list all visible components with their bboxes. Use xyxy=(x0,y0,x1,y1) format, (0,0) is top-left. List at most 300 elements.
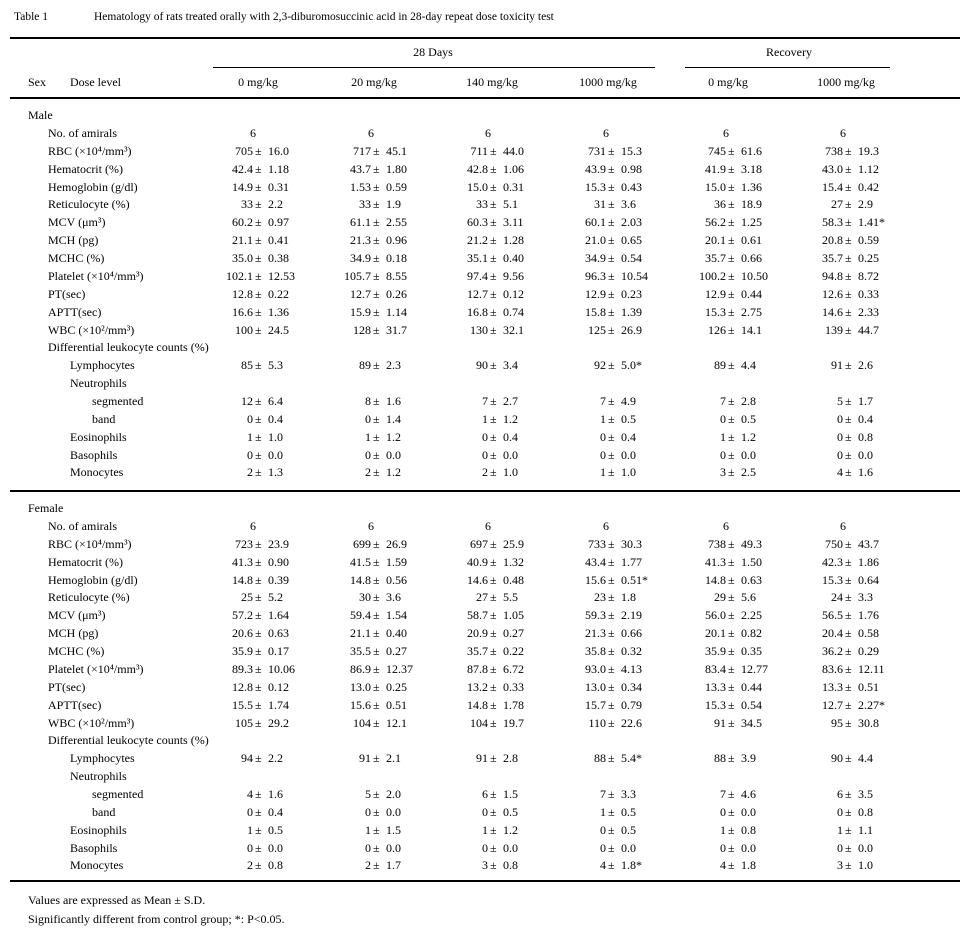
sd-value: 5.6 xyxy=(741,590,756,605)
table-cell xyxy=(318,805,438,823)
sd-value: 0.5 xyxy=(621,822,636,837)
sd-value: 3.18 xyxy=(741,161,762,176)
table-cell xyxy=(673,662,793,680)
mean-value: 12.7 xyxy=(467,286,488,301)
sd-value: 0.34 xyxy=(621,679,642,694)
table-row xyxy=(0,430,960,448)
table-cell xyxy=(790,698,910,716)
sd-value: 0.27 xyxy=(503,626,524,641)
plus-minus-sign: ± xyxy=(490,661,497,676)
sd-value: 0.63 xyxy=(268,626,289,641)
mean-value: 35.7 xyxy=(705,251,726,265)
mean-value: 57.2 xyxy=(232,608,253,623)
plus-minus-sign: ± xyxy=(608,393,615,408)
mean-value: 91 xyxy=(714,715,726,730)
plus-minus-sign: ± xyxy=(845,644,852,658)
table-cell xyxy=(790,787,910,805)
mean-value: 1 xyxy=(482,411,488,426)
sd-value: 5.2 xyxy=(268,590,283,605)
mean-value: 104 xyxy=(353,715,371,730)
mean-value: 7 xyxy=(600,786,606,801)
plus-minus-sign: ± xyxy=(373,554,380,569)
mean-value: 91 xyxy=(359,751,371,766)
table-cell xyxy=(790,644,910,662)
sd-value: 2.2 xyxy=(268,751,283,766)
sd-value: 12.37 xyxy=(386,661,413,676)
sd-value: 0.4 xyxy=(621,429,636,444)
sd-value: 12.11 xyxy=(858,661,885,676)
table-cell xyxy=(790,537,910,555)
plus-minus-sign: ± xyxy=(255,429,262,444)
table-cell xyxy=(200,144,320,162)
plus-minus-sign: ± xyxy=(373,804,380,819)
table-cell xyxy=(318,662,438,680)
plus-minus-sign: ± xyxy=(845,661,852,676)
mean-value: 1 xyxy=(365,429,371,444)
mean-value: 42.4 xyxy=(232,161,253,176)
plus-minus-sign: ± xyxy=(845,626,852,641)
table-cell xyxy=(435,180,555,198)
sd-value: 0.18 xyxy=(386,251,407,265)
plus-minus-sign: ± xyxy=(255,822,262,837)
mean-value: 21.1 xyxy=(232,233,253,248)
row-label: segmented xyxy=(92,393,144,408)
plus-minus-sign: ± xyxy=(728,322,735,337)
table-cell xyxy=(673,358,793,376)
sd-value: 1.41* xyxy=(858,215,885,230)
table-cell xyxy=(318,626,438,644)
table-row xyxy=(0,537,960,555)
plus-minus-sign: ± xyxy=(255,393,262,408)
mean-value: 0 xyxy=(600,840,606,855)
plus-minus-sign: ± xyxy=(255,536,262,551)
table-cell xyxy=(435,126,555,144)
sd-value: 0.8 xyxy=(268,858,283,873)
sd-value: 0.23 xyxy=(621,286,642,301)
table-cell xyxy=(790,590,910,608)
mean-value: 0 xyxy=(482,447,488,462)
plus-minus-sign: ± xyxy=(373,447,380,462)
table-row xyxy=(0,376,960,394)
table-cell xyxy=(200,555,320,573)
plus-minus-sign: ± xyxy=(490,251,497,265)
table-cell xyxy=(318,251,438,269)
sd-value: 0.31 xyxy=(268,179,289,194)
plus-minus-sign: ± xyxy=(728,840,735,855)
table-cell xyxy=(200,698,320,716)
plus-minus-sign: ± xyxy=(728,215,735,230)
plus-minus-sign: ± xyxy=(255,215,262,230)
mean-value: 12.6 xyxy=(822,286,843,301)
mean-value: 42.8 xyxy=(467,161,488,176)
table-cell xyxy=(318,394,438,412)
mean-value: 13.3 xyxy=(822,679,843,694)
table-cell xyxy=(200,573,320,591)
plus-minus-sign: ± xyxy=(845,447,852,462)
table-cell xyxy=(790,305,910,323)
table-row xyxy=(0,787,960,805)
mean-value: 2 xyxy=(482,465,488,480)
plus-minus-sign: ± xyxy=(373,858,380,873)
mean-value: 97.4 xyxy=(467,268,488,283)
mean-value: 5 xyxy=(365,786,371,801)
row-label: Differential leukocyte counts (%) xyxy=(48,733,209,748)
table-cell xyxy=(200,448,320,466)
mean-value: 738 xyxy=(825,143,843,158)
mean-value: 34.9 xyxy=(350,251,371,265)
plus-minus-sign: ± xyxy=(845,304,852,319)
sd-value: 0.27 xyxy=(386,644,407,658)
table-cell xyxy=(790,126,910,144)
table-row xyxy=(0,465,960,483)
mean-value: 35.8 xyxy=(585,644,606,658)
table-row xyxy=(0,608,960,626)
plus-minus-sign: ± xyxy=(255,858,262,873)
table-cell xyxy=(790,144,910,162)
mean-value: 20.9 xyxy=(467,626,488,641)
table-row xyxy=(0,269,960,287)
mean-value: 35.9 xyxy=(705,644,726,658)
sd-value: 0.79 xyxy=(621,697,642,712)
sd-value: 1.0 xyxy=(503,465,518,480)
plus-minus-sign: ± xyxy=(490,429,497,444)
table-row xyxy=(0,626,960,644)
sd-value: 1.64 xyxy=(268,608,289,623)
table-cell xyxy=(318,162,438,180)
sd-value: 2.27* xyxy=(858,697,885,712)
table-row xyxy=(0,573,960,591)
mean-value: 20.4 xyxy=(822,626,843,641)
sd-value: 1.54 xyxy=(386,608,407,623)
mean-value: 91 xyxy=(831,358,843,373)
plus-minus-sign: ± xyxy=(728,554,735,569)
mean-value: 697 xyxy=(470,536,488,551)
plus-minus-sign: ± xyxy=(608,179,615,194)
plus-minus-sign: ± xyxy=(728,304,735,319)
sd-value: 2.3 xyxy=(386,358,401,373)
table-row xyxy=(0,358,960,376)
sd-value: 0.25 xyxy=(386,679,407,694)
table-cell xyxy=(435,162,555,180)
mean-value: 58.7 xyxy=(467,608,488,623)
mean-value: 43.7 xyxy=(350,161,371,176)
animal-count: 6 xyxy=(723,519,729,533)
sd-value: 1.06 xyxy=(503,161,524,176)
sd-value: 1.78 xyxy=(503,697,524,712)
table-cell xyxy=(318,698,438,716)
sd-value: 0.40 xyxy=(503,251,524,265)
table-cell xyxy=(673,680,793,698)
sd-value: 0.4 xyxy=(268,411,283,426)
table-cell xyxy=(200,823,320,841)
table-cell xyxy=(553,858,673,876)
table-cell xyxy=(553,537,673,555)
mean-value: 1 xyxy=(247,429,253,444)
mean-value: 738 xyxy=(708,536,726,551)
row-label: MCV (μm³) xyxy=(48,215,106,230)
mean-value: 0 xyxy=(365,840,371,855)
plus-minus-sign: ± xyxy=(373,715,380,730)
mean-value: 12.9 xyxy=(585,286,606,301)
plus-minus-sign: ± xyxy=(845,268,852,283)
table-row xyxy=(0,305,960,323)
mean-value: 35.1 xyxy=(467,251,488,265)
plus-minus-sign: ± xyxy=(728,358,735,373)
table-cell xyxy=(673,251,793,269)
plus-minus-sign: ± xyxy=(728,197,735,212)
sd-value: 0.0 xyxy=(858,840,873,855)
mean-value: 2 xyxy=(365,465,371,480)
sd-value: 0.4 xyxy=(268,804,283,819)
sd-value: 44.7 xyxy=(858,322,879,337)
table-cell xyxy=(790,751,910,769)
plus-minus-sign: ± xyxy=(728,447,735,462)
table-cell xyxy=(553,644,673,662)
sd-value: 8.55 xyxy=(386,268,407,283)
mean-value: 59.3 xyxy=(585,608,606,623)
row-label: Hematocrit (%) xyxy=(48,161,123,176)
plus-minus-sign: ± xyxy=(490,679,497,694)
sd-value: 10.54 xyxy=(621,268,648,283)
plus-minus-sign: ± xyxy=(845,751,852,766)
plus-minus-sign: ± xyxy=(373,572,380,587)
plus-minus-sign: ± xyxy=(845,608,852,623)
row-label: MCHC (%) xyxy=(48,251,105,265)
table-cell xyxy=(200,287,320,305)
sd-value: 0.38 xyxy=(268,251,289,265)
table-cell xyxy=(673,144,793,162)
mean-value: 87.8 xyxy=(467,661,488,676)
plus-minus-sign: ± xyxy=(728,143,735,158)
mean-value: 91 xyxy=(476,751,488,766)
mean-value: 0 xyxy=(720,447,726,462)
table-cell xyxy=(790,573,910,591)
mean-value: 15.0 xyxy=(705,179,726,194)
mean-value: 15.9 xyxy=(350,304,371,319)
table-cell xyxy=(553,251,673,269)
sd-value: 0.32 xyxy=(621,644,642,658)
plus-minus-sign: ± xyxy=(255,251,262,265)
mean-value: 0 xyxy=(837,429,843,444)
table-cell xyxy=(553,787,673,805)
sd-value: 4.4 xyxy=(741,358,756,373)
mean-value: 1 xyxy=(837,822,843,837)
table-cell xyxy=(435,573,555,591)
row-label: MCH (pg) xyxy=(48,626,99,641)
sd-value: 2.75 xyxy=(741,304,762,319)
table-cell xyxy=(673,233,793,251)
mean-value: 100 xyxy=(235,322,253,337)
mean-value: 35.7 xyxy=(467,644,488,658)
section-rule xyxy=(10,490,960,492)
table-cell xyxy=(553,269,673,287)
mean-value: 0 xyxy=(247,447,253,462)
plus-minus-sign: ± xyxy=(608,626,615,641)
plus-minus-sign: ± xyxy=(608,572,615,587)
table-cell xyxy=(435,144,555,162)
mean-value: 0 xyxy=(837,840,843,855)
table-cell xyxy=(318,215,438,233)
plus-minus-sign: ± xyxy=(608,554,615,569)
mean-value: 0 xyxy=(600,822,606,837)
sd-value: 1.36 xyxy=(268,304,289,319)
sd-value: 1.3 xyxy=(268,465,283,480)
section-label-male: Male xyxy=(28,108,53,122)
table-cell xyxy=(435,412,555,430)
row-label: RBC (×10⁴/mm³) xyxy=(48,536,132,551)
sd-value: 29.2 xyxy=(268,715,289,730)
plus-minus-sign: ± xyxy=(490,786,497,801)
table-row xyxy=(0,180,960,198)
table-cell xyxy=(673,323,793,341)
sd-value: 25.9 xyxy=(503,536,524,551)
table-cell xyxy=(673,162,793,180)
mean-value: 3 xyxy=(482,858,488,873)
sd-value: 0.54 xyxy=(621,251,642,265)
sd-value: 61.6 xyxy=(741,143,762,158)
row-label: Basophils xyxy=(70,840,118,855)
mean-value: 96.3 xyxy=(585,268,606,283)
sd-value: 1.0 xyxy=(858,858,873,873)
table-cell xyxy=(790,662,910,680)
mean-value: 0 xyxy=(365,447,371,462)
row-label: Platelet (×10⁴/mm³) xyxy=(48,661,144,676)
sd-value: 0.51 xyxy=(858,679,879,694)
mean-value: 0 xyxy=(600,447,606,462)
row-label: MCHC (%) xyxy=(48,644,105,658)
table-cell xyxy=(553,144,673,162)
table-cell xyxy=(318,126,438,144)
sd-value: 1.80 xyxy=(386,161,407,176)
mean-value: 110 xyxy=(588,715,606,730)
plus-minus-sign: ± xyxy=(728,268,735,283)
table-title: Hematology of rats treated orally with 2,3-diburomosuccinic acid in 28-day repeat dose toxicity test xyxy=(94,11,554,23)
sd-value: 0.33 xyxy=(503,679,524,694)
table-cell xyxy=(435,197,555,215)
table-cell xyxy=(553,323,673,341)
plus-minus-sign: ± xyxy=(845,411,852,426)
plus-minus-sign: ± xyxy=(255,608,262,623)
mean-value: 4 xyxy=(720,858,726,873)
plus-minus-sign: ± xyxy=(255,644,262,658)
sd-value: 1.9 xyxy=(386,197,401,212)
mean-value: 89.3 xyxy=(232,661,253,676)
table-cell xyxy=(553,841,673,859)
table-cell xyxy=(553,751,673,769)
table-cell xyxy=(200,305,320,323)
mean-value: 100.2 xyxy=(699,268,726,283)
sd-value: 0.74 xyxy=(503,304,524,319)
mean-value: 12.9 xyxy=(705,286,726,301)
plus-minus-sign: ± xyxy=(728,786,735,801)
row-label: PT(sec) xyxy=(48,286,86,301)
table-cell xyxy=(673,305,793,323)
row-label: Monocytes xyxy=(70,465,124,480)
mean-value: 105.7 xyxy=(344,268,371,283)
plus-minus-sign: ± xyxy=(373,179,380,194)
mean-value: 35.9 xyxy=(232,644,253,658)
mean-value: 6 xyxy=(837,786,843,801)
plus-minus-sign: ± xyxy=(728,822,735,837)
sd-value: 4.6 xyxy=(741,786,756,801)
sd-value: 16.0 xyxy=(268,143,289,158)
sd-value: 0.12 xyxy=(503,286,524,301)
mean-value: 40.9 xyxy=(467,554,488,569)
plus-minus-sign: ± xyxy=(373,644,380,658)
sd-value: 0.0 xyxy=(268,840,283,855)
plus-minus-sign: ± xyxy=(845,233,852,248)
sd-value: 1.28 xyxy=(503,233,524,248)
mean-value: 34.9 xyxy=(585,251,606,265)
mean-value: 90 xyxy=(831,751,843,766)
row-label: Neutrophils xyxy=(70,769,127,783)
table-cell xyxy=(790,412,910,430)
sd-value: 0.8 xyxy=(858,804,873,819)
sd-value: 3.6 xyxy=(386,590,401,605)
table-cell xyxy=(318,858,438,876)
table-cell xyxy=(200,537,320,555)
sd-value: 1.2 xyxy=(386,429,401,444)
plus-minus-sign: ± xyxy=(255,840,262,855)
mean-value: 14.8 xyxy=(467,697,488,712)
sd-value: 2.19 xyxy=(621,608,642,623)
table-cell xyxy=(790,448,910,466)
row-label: Lymphocytes xyxy=(70,751,135,766)
mean-value: 60.2 xyxy=(232,215,253,230)
plus-minus-sign: ± xyxy=(845,822,852,837)
plus-minus-sign: ± xyxy=(845,840,852,855)
plus-minus-sign: ± xyxy=(845,286,852,301)
plus-minus-sign: ± xyxy=(490,572,497,587)
plus-minus-sign: ± xyxy=(845,197,852,212)
mean-value: 36 xyxy=(714,197,726,212)
sd-value: 1.5 xyxy=(503,786,518,801)
plus-minus-sign: ± xyxy=(608,536,615,551)
plus-minus-sign: ± xyxy=(608,804,615,819)
sd-value: 1.2 xyxy=(386,465,401,480)
sd-value: 1.25 xyxy=(741,215,762,230)
plus-minus-sign: ± xyxy=(845,786,852,801)
sd-value: 5.5 xyxy=(503,590,518,605)
table-cell xyxy=(318,841,438,859)
row-label: PT(sec) xyxy=(48,679,86,694)
table-cell xyxy=(200,858,320,876)
plus-minus-sign: ± xyxy=(255,286,262,301)
table-cell xyxy=(673,448,793,466)
plus-minus-sign: ± xyxy=(728,590,735,605)
mean-value: 41.5 xyxy=(350,554,371,569)
plus-minus-sign: ± xyxy=(608,858,615,873)
table-cell xyxy=(553,465,673,483)
sd-value: 1.5 xyxy=(386,822,401,837)
mean-value: 93.0 xyxy=(585,661,606,676)
plus-minus-sign: ± xyxy=(728,536,735,551)
plus-minus-sign: ± xyxy=(490,804,497,819)
mean-value: 60.1 xyxy=(585,215,606,230)
sd-value: 30.3 xyxy=(621,536,642,551)
mean-value: 15.6 xyxy=(585,572,606,587)
plus-minus-sign: ± xyxy=(373,536,380,551)
table-cell xyxy=(435,608,555,626)
row-label: segmented xyxy=(92,786,144,801)
table-cell xyxy=(790,269,910,287)
mean-value: 13.0 xyxy=(585,679,606,694)
sd-value: 2.1 xyxy=(386,751,401,766)
plus-minus-sign: ± xyxy=(255,804,262,819)
plus-minus-sign: ± xyxy=(255,233,262,248)
plus-minus-sign: ± xyxy=(255,447,262,462)
mean-value: 130 xyxy=(470,322,488,337)
